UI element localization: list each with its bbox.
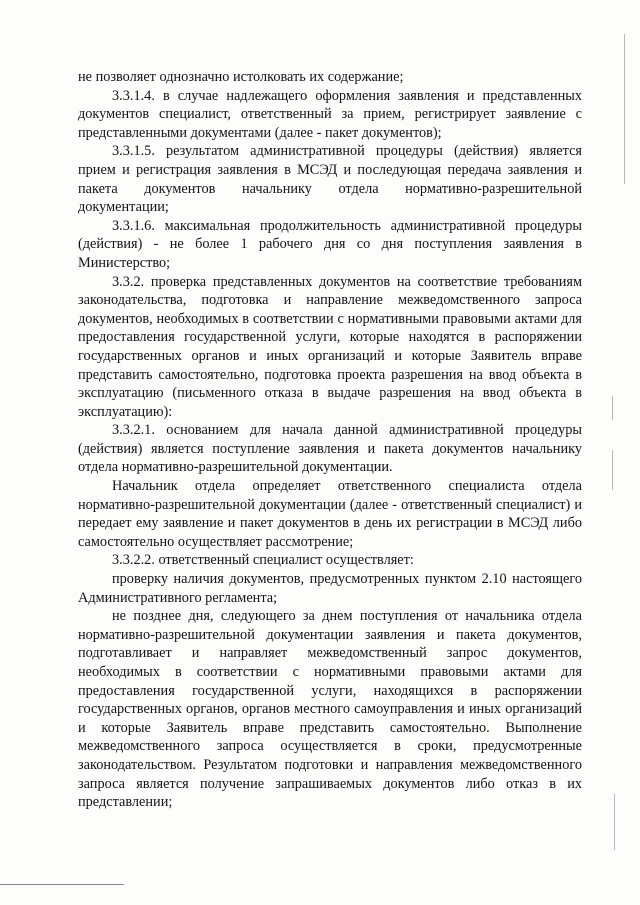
paragraph-6: Начальник отдела определяет ответственного специалиста отдела нормативно-разрешительной документации (далее - ответственный специалист) и передает ему заявление и пакет документов в день их регистрации в МСЭД либо самостоятельно осуществляет рассмотрение; [78,478,582,550]
paragraph-2: 3.3.1.5. результатом административной процедуры (действия) является прием и регистрация заявления в МСЭД и последующая передача заявления и пакета документов начальнику отдела нормативно-разрешительной документации; [78,143,582,216]
scan-mark-right-bottom [614,794,615,850]
paragraph-9: не позднее дня, следующего за днем поступления от начальника отдела нормативно-разрешительной документации заявления и пакета документов, подготавливает и направляет межведомственный запрос документов, необходимых в соответствии с нормативными правовыми актами для предоставления государственной услуги, находящихся в распоряжении государственных органов, органов местного самоуправления и иных организаций и которые Заявитель вправе представить самостоятельно. Выполнение межведомственного запроса осуществляется в сроки, предусмотренные законодательством. Результатом подготовки и направления межведомственного запроса является получение запрашиваемых документов либо отказ в их представлении; [78,608,582,811]
paragraph-8: проверку наличия документов, предусмотренных пунктом 2.10 настоящего Административного регламента; [78,571,582,606]
document-text [78,68,582,812]
paragraph-5: 3.3.2.1. основанием для начала данной административной процедуры (действия) является поступление заявления и пакета документов начальнику отдела нормативно-разрешительной документации. [78,422,582,476]
paragraph-7: 3.3.2.2. ответственный специалист осуществляет: [112,552,414,569]
bottom-rule [0,884,124,885]
paragraph-1: 3.3.1.4. в случае надлежащего оформления заявления и представленных документов специалист, ответственный за прием, регистрирует заявление с представленными документами (далее - пакет документов); [78,87,582,141]
paragraph-4: 3.3.2. проверка представленных документов на соответствие требованиям законодательства, подготовка и направление межведомственного запроса документов, необходимых в соответствии с нормативными правовыми актами для предоставления государственной услуги, которые находятся в распоряжении государственных органов и иных организаций и которые Заявитель вправе представить самостоятельно, подготовка проекта разрешения на ввод объекта в эксплуатацию (письменного отказа в выдаче разрешения на ввод объекта в эксплуатацию): [78,273,582,420]
paragraph-3: 3.3.1.6. максимальная продолжительность административной процедуры (действия) - не более 1 рабочего дня со дня поступления заявления в Министерство; [78,217,582,271]
paragraph-0: не позволяет однозначно истолковать их содержание; [78,69,404,85]
scan-mark-top-right [624,34,625,184]
scan-mark-right-middle [612,396,613,420]
scan-mark-right-lower [612,450,613,490]
